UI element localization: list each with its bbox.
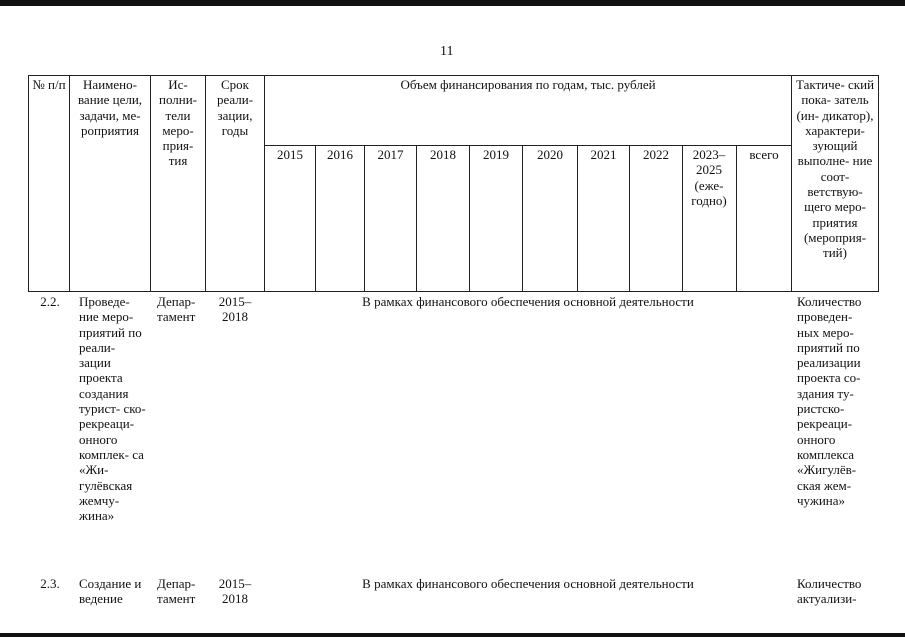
- year-header: 2020: [537, 147, 563, 162]
- table-rule: [682, 145, 683, 292]
- table-rule: [28, 75, 29, 292]
- page-number: 11: [440, 44, 454, 59]
- year-header: 2016: [327, 147, 353, 162]
- table-rule: [416, 145, 417, 292]
- row-name: Создание и ведение: [79, 576, 142, 607]
- table-rule: [150, 75, 151, 292]
- year-header: 2023– 2025 (еже- годно): [691, 147, 727, 208]
- table-rule: [205, 75, 206, 292]
- table-rule: [878, 75, 879, 292]
- table-rule: [522, 145, 523, 292]
- year-header: 2018: [430, 147, 456, 162]
- row-indicator: Количество актуализи-: [797, 576, 862, 607]
- header-indicator: Тактиче- ский пока- затель (ин- дикатор), характери- зующий выполне- ние соот- ветствую- щего меро- приятия (мероприя- тий): [795, 77, 875, 261]
- year-header: 2015: [277, 147, 303, 162]
- bottom-rule: [0, 633, 905, 637]
- table-rule: [264, 75, 265, 292]
- year-header: 2017: [377, 147, 404, 162]
- row-term: 2015– 2018: [218, 294, 252, 325]
- table-rule: [315, 145, 316, 292]
- year-header: 2022: [643, 147, 669, 162]
- row-executor: Депар- тамент: [157, 576, 196, 607]
- header-funding: Объем финансирования по годам, тыс. рублей: [400, 77, 656, 92]
- table-rule: [629, 145, 630, 292]
- table-rule: [264, 145, 792, 146]
- table-rule: [469, 145, 470, 292]
- row-funding: В рамках финансового обеспечения основной деятельности: [362, 294, 694, 309]
- table-rule: [28, 75, 879, 76]
- row-number: 2.3.: [40, 576, 60, 591]
- row-number: 2.2.: [40, 294, 60, 309]
- header-num: № п/п: [32, 77, 66, 92]
- year-header: 2019: [483, 147, 509, 162]
- row-executor: Депар- тамент: [157, 294, 196, 325]
- table-rule: [736, 145, 737, 292]
- row-term: 2015– 2018: [218, 576, 252, 607]
- header-name: Наимено- вание цели, задачи, ме- роприятия: [77, 77, 143, 138]
- table-rule: [28, 291, 879, 292]
- header-executor: Ис- полни- тели меро- прия- тия: [158, 77, 198, 169]
- year-header: 2021: [590, 147, 617, 162]
- header-term: Срок реали- зации, годы: [216, 77, 254, 138]
- year-header: всего: [749, 147, 779, 162]
- row-name: Проведе- ние меро- приятий по реали- зации проекта создания турист- ско- рекреаци- онного комплек- са «Жи- гулёвская жемчу- жина»: [79, 294, 146, 524]
- row-funding: В рамках финансового обеспечения основной деятельности: [362, 576, 694, 591]
- table-rule: [69, 75, 70, 292]
- table-rule: [791, 75, 792, 292]
- row-indicator: Количество проведен- ных меро- приятий по реализации проекта со- здания ту- ристско- рекреаци- онного комплекса «Жигулёв- ская жем- чужина»: [797, 294, 862, 508]
- table-rule: [577, 145, 578, 292]
- table-rule: [364, 145, 365, 292]
